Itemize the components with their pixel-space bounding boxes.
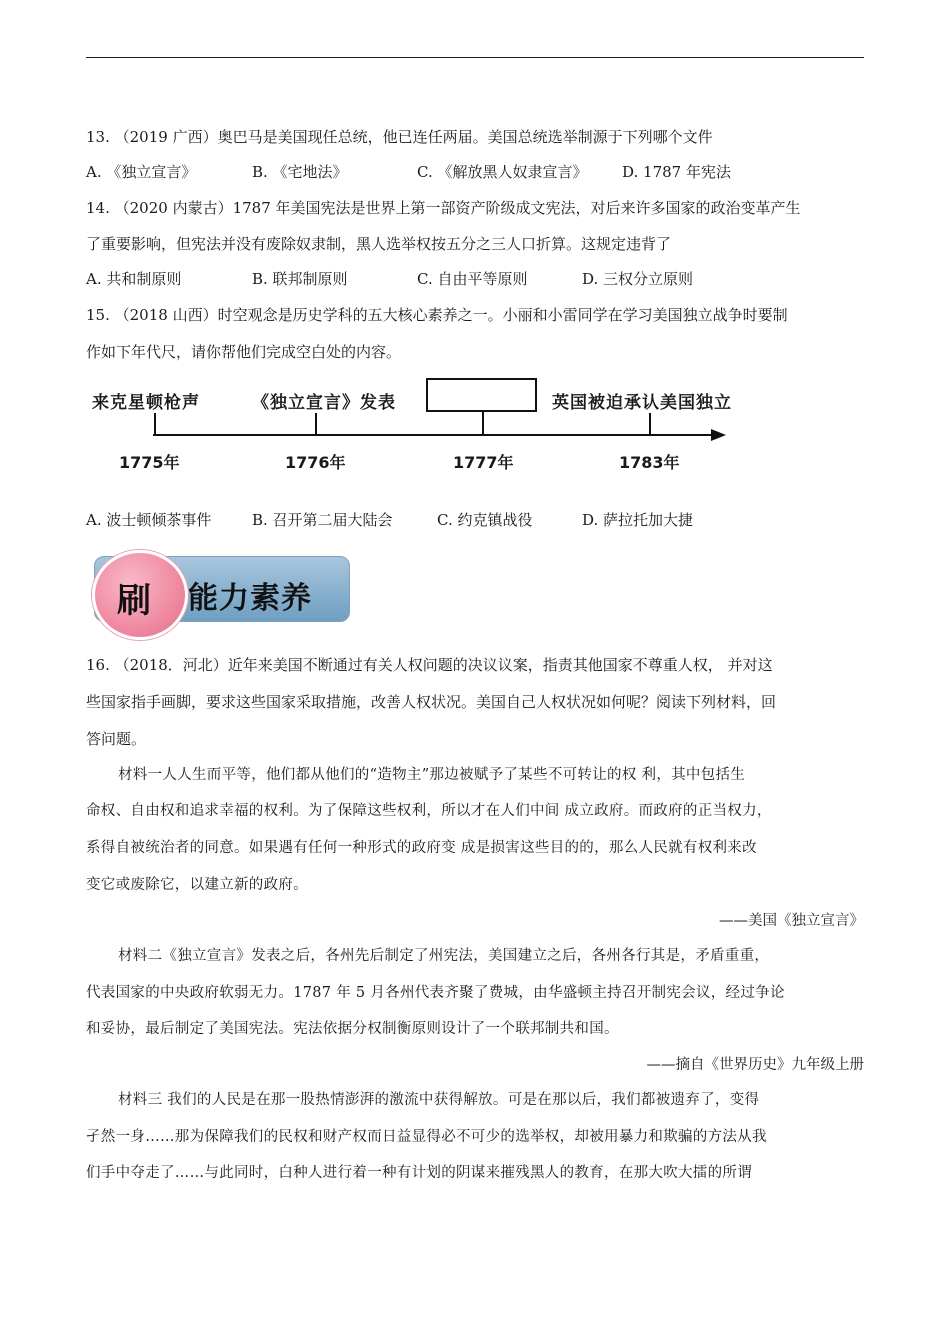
section-banner (92, 553, 350, 625)
timeline-arrow-icon (711, 429, 726, 441)
material1-line: 材料一人人生而平等，他们都从他们的“造物主”那边被赋予了某些不可转让的权 利，其中包括生 (118, 767, 746, 783)
q14-option-c[interactable]: C. 自由平等原则 (417, 270, 528, 288)
year-1777: 1777年 (453, 453, 514, 472)
blank-answer-box[interactable] (426, 378, 537, 412)
material1-line: 系得自被统治者的同意。如果遇有任何一种形式的政府变 成是损害这些目的的，那么人民就有权利来改 (86, 840, 757, 856)
q14-option-a[interactable]: A. 共和制原则 (86, 270, 182, 288)
q14-option-b[interactable]: B. 联邦制原则 (252, 270, 348, 288)
q15-stem-line1: 15. （2018 山西）时空观念是历史学科的五大核心素养之一。小丽和小雷同学在学习美国独立战争时要制 (86, 306, 788, 324)
material2-line: 和妥协，最后制定了美国宪法。宪法依据分权制衡原则设计了一个联邦制共和国。 (86, 1021, 619, 1037)
header-rule (86, 57, 864, 58)
material3-line: 材料三 我们的人民是在那一股热情澎湃的激流中获得解放。可是在那以后，我们都被遗弃了，变得 (118, 1092, 760, 1108)
material1-line: 变它或废除它，以建立新的政府。 (86, 877, 308, 893)
q15-option-a[interactable]: A. 波士顿倾茶事件 (86, 511, 212, 529)
material1-line: 命权、自由权和追求幸福的权利。为了保障这些权利，所以才在人们中间 成立政府。而政府的正当权力， (86, 803, 772, 819)
material2-line: 材料二《独立宣言》发表之后，各州先后制定了州宪法，美国建立之后，各州各行其是，矛盾重重， (118, 948, 770, 964)
q13-option-a[interactable]: A. 《独立宣言》 (86, 163, 197, 181)
year-1775: 1775年 (119, 453, 180, 472)
q14-stem-line2: 了重要影响，但宪法并没有废除奴隶制，黑人选举权按五分之三人口折算。这规定违背了 (86, 235, 672, 253)
timeline-ruler (86, 372, 746, 482)
q13-option-b[interactable]: B. 《宅地法》 (252, 163, 348, 181)
material3-line: 孑然一身……那为保障我们的民权和财产权而日益显得必不可少的选举权，却被用暴力和欺骗的方法从我 (86, 1129, 767, 1145)
material3-line: 们手中夺走了……与此同时，白种人进行着一种有计划的阴谋来摧残黑人的教育，在那大吹大擂的所谓 (86, 1165, 752, 1181)
q16-stem-line2: 些国家指手画脚，要求这些国家采取措施，改善人权状况。美国自己人权状况如何呢？阅读下列材料，回 (86, 693, 777, 711)
year-1783: 1783年 (619, 453, 680, 472)
year-1776: 1776年 (285, 453, 346, 472)
q15-option-c[interactable]: C. 约克镇战役 (437, 511, 533, 529)
q14-option-d[interactable]: D. 三权分立原则 (582, 270, 694, 288)
banner-title: 能力素养 (188, 581, 312, 616)
q13-option-c[interactable]: C. 《解放黑人奴隶宣言》 (417, 163, 588, 181)
material2-source: ——摘自《世界历史》九年级上册 (646, 1057, 864, 1073)
q15-option-d[interactable]: D. 萨拉托加大捷 (582, 511, 694, 529)
event-declaration: 《独立宣言》发表 (252, 393, 396, 413)
q14-stem-line1: 14. （2020 内蒙古）1787 年美国宪法是世界上第一部资产阶级成文宪法，对后来许多国家的政治变革产生 (86, 199, 801, 217)
material1-source: ——美国《独立宣言》 (719, 913, 864, 929)
banner-badge (92, 550, 188, 640)
event-lexington: 来克星顿枪声 (92, 393, 200, 413)
material2-line: 代表国家的中央政府软弱无力。1787 年 5 月各州代表齐聚了费城，由华盛顿主持召开制宪会议，经过争论 (86, 985, 785, 1001)
q16-stem-line1: 16. （2018．河北）近年来美国不断通过有关人权问题的决议议案，指责其他国家不尊重人权， 并对这 (86, 656, 773, 674)
q15-option-b[interactable]: B. 召开第二届大陆会 (252, 511, 393, 529)
q15-stem-line2: 作如下年代尺，请你帮他们完成空白处的内容。 (86, 343, 402, 361)
event-britain-recognizes: 英国被迫承认美国独立 (552, 393, 732, 413)
q13-stem: 13. （2019 广西）奥巴马是美国现任总统，他已连任两届。美国总统选举制源于下列哪个文件 (86, 128, 713, 146)
q13-option-d[interactable]: D. 1787 年宪法 (622, 163, 731, 181)
banner-char: 刷 (117, 581, 151, 621)
q16-stem-line3: 答问题。 (86, 730, 147, 748)
